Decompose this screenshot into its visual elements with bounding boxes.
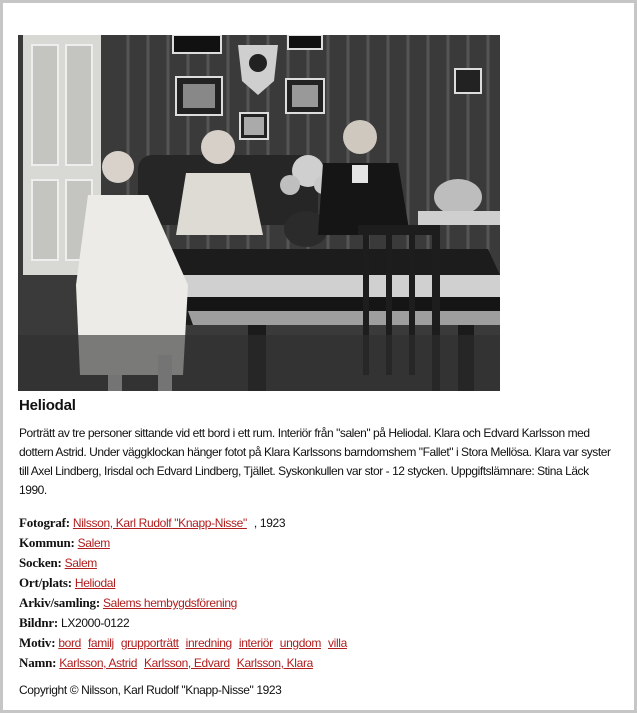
motiv-link-interior[interactable]: interiör [238, 636, 273, 650]
page-title: Heliodal [19, 397, 76, 414]
meta-row-ort [19, 573, 347, 593]
socken-label: Socken: [19, 555, 62, 570]
kommun-link[interactable]: Salem [77, 536, 110, 550]
meta-row-bildnr [19, 613, 347, 633]
motiv-link-bord[interactable]: bord [58, 636, 81, 650]
namn-label: Namn: [19, 655, 57, 670]
meta-row-motiv [19, 633, 347, 653]
kommun-label: Kommun: [19, 535, 75, 550]
photo-image [18, 35, 500, 391]
motiv-link-familj[interactable]: familj [87, 636, 114, 650]
meta-row-socken [19, 553, 347, 573]
motiv-link-grupportratt[interactable]: grupporträtt [120, 636, 179, 650]
meta-row-arkiv [19, 593, 347, 613]
metadata-list [19, 513, 347, 673]
fotograf-label: Fotograf: [19, 515, 70, 530]
motiv-label: Motiv: [19, 635, 56, 650]
arkiv-label: Arkiv/samling: [19, 595, 100, 610]
ort-link[interactable]: Heliodal [74, 576, 116, 590]
meta-row-fotograf [19, 513, 347, 533]
motiv-link-ungdom[interactable]: ungdom [279, 636, 322, 650]
socken-link[interactable]: Salem [64, 556, 97, 570]
namn-link-klara[interactable]: Karlsson, Klara [236, 656, 313, 670]
motiv-link-villa[interactable]: villa [328, 636, 347, 650]
meta-row-namn [19, 653, 347, 673]
bildnr-label: Bildnr: [19, 615, 59, 630]
copyright-notice: Copyright © Nilsson, Karl Rudolf "Knapp-Nisse" 1923 [19, 683, 282, 697]
namn-link-astrid[interactable]: Karlsson, Astrid [59, 656, 138, 670]
namn-link-edvard[interactable]: Karlsson, Edvard [144, 656, 230, 670]
arkiv-link[interactable]: Salems hembygdsförening [102, 596, 237, 610]
motiv-link-inredning[interactable]: inredning [185, 636, 232, 650]
historical-photo[interactable] [18, 35, 500, 391]
ort-label: Ort/plats: [19, 575, 72, 590]
fotograf-year: , 1923 [250, 516, 286, 530]
fotograf-link[interactable]: Nilsson, Karl Rudolf "Knapp-Nisse" [72, 516, 247, 530]
photo-description: Porträtt av tre personer sittande vid ett bord i ett rum. Interiör från "salen" på Heliodal. Klara och Edvard Karlsson med dottern Astrid. Under väggklockan hänger fotot på Klara Karlssons barndomshem "Fallet" i Stora Mellösa. Klara var syster till Axel Lindberg, Irisdal och Edvard Lindberg, Tjället. Syskonkullen var stor - 12 stycken. Uppgiftslämnare: Stina Läck 1990. [19, 426, 611, 497]
meta-row-kommun [19, 533, 347, 553]
bildnr-value: LX2000-0122 [61, 616, 130, 630]
